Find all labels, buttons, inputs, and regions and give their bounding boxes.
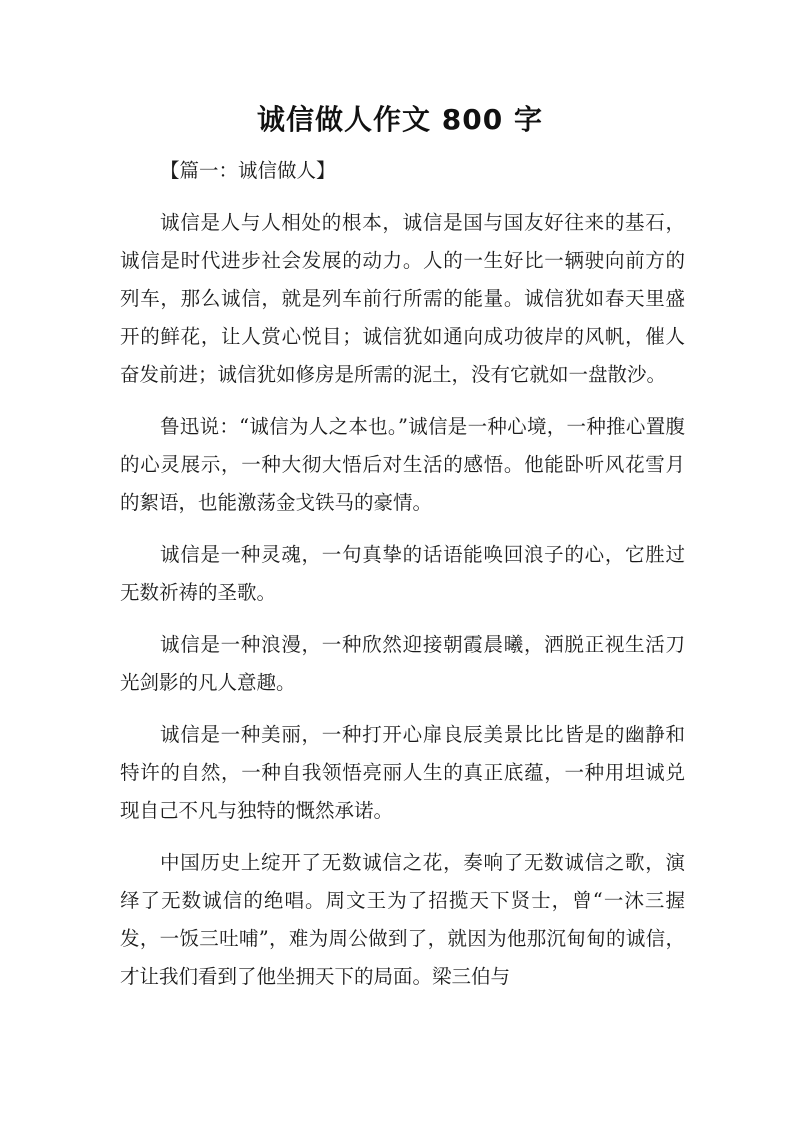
paragraph: 诚信是一种灵魂，一句真挚的话语能唤回浪子的心，它胜过无数祈祷的圣歌。 bbox=[120, 543, 685, 604]
paragraph: 诚信是一种浪漫，一种欣然迎接朝霞晨曦，洒脱正视生活刀光剑影的凡人意趣。 bbox=[120, 633, 685, 694]
paragraph: 鲁迅说：“诚信为人之本也。”诚信是一种心境，一种推心置腹的心灵展示，一种大彻大悟后对生活的感悟。他能卧听风花雪月的絮语，也能激荡金戈铁马的豪情。 bbox=[120, 415, 685, 514]
paragraph: 诚信是人与人相处的根本，诚信是国与国友好往来的基石，诚信是时代进步社会发展的动力。人的一生好比一辆驶向前方的列车，那么诚信，就是列车前行所需的能量。诚信犹如春天里盛开的鲜花，让人赏心悦目；诚信犹如通向成功彼岸的风帆，催人奋发前进；诚信犹如修房是所需的泥土，没有它就如一盘散沙。 bbox=[120, 211, 685, 386]
chapter-heading: 【篇一：诚信做人】 bbox=[160, 159, 336, 182]
document-title: 诚信做人作文 800 字 bbox=[257, 103, 543, 136]
paragraph: 中国历史上绽开了无数诚信之花，奏响了无数诚信之歌，演绎了无数诚信的绝唱。周文王为了招揽天下贤士，曾“一沐三握发，一饭三吐哺”，难为周公做到了，就因为他那沉甸甸的诚信，才让我们看到了他坐拥天下的局面。梁三伯与 bbox=[120, 851, 685, 988]
document-body bbox=[120, 152, 685, 1010]
paragraph: 诚信是一种美丽，一种打开心扉良辰美景比比皆是的幽静和特许的自然，一种自我领悟亮丽人生的真正底蕴，一种用坦诚兑现自己不凡与独特的慨然承诺。 bbox=[120, 723, 685, 822]
